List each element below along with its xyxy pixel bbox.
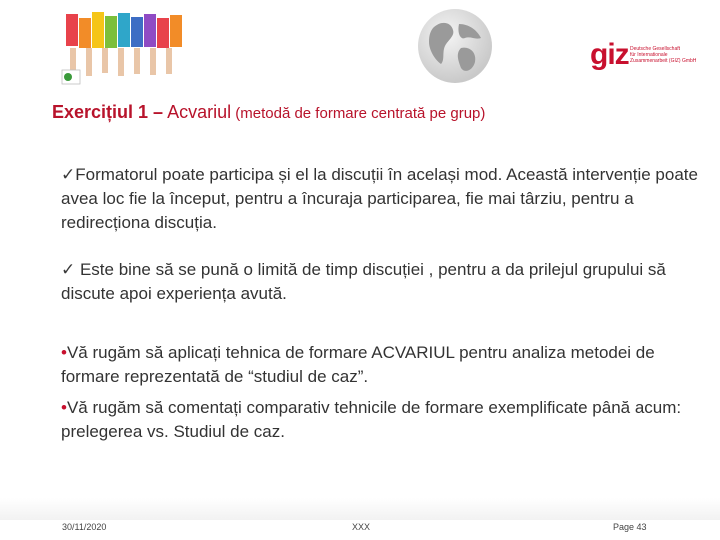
bullet-item-1-text: Vă rugăm să aplicați tehnica de formare ACVARIUL pentru analiza metodei de formare reprezentată de “studiul de caz”. [61,343,655,386]
giz-line-1: Deutsche Gesellschaft [630,46,681,52]
footer-date: 30/11/2020 [62,522,107,532]
giz-organization-name [630,46,700,64]
footer-page-number: Page 43 [613,522,647,532]
title-main: Acvariul [163,102,232,122]
slide-title [52,102,692,123]
globe-icon [415,6,495,86]
exercise-logo [60,8,192,86]
bullet-item-2 [61,396,701,444]
giz-logo [590,38,700,76]
footer-band [0,498,720,520]
giz-line-3: Zusammenarbeit (GIZ) GmbH [630,58,697,64]
paragraph-2 [61,258,701,306]
paragraph-2-text: Este bine să se pună o limită de timp discuției , pentru a da prilejul grupului să discute apoi experiența avută. [61,260,666,303]
bullet-item-1 [61,341,701,389]
giz-wordmark: giz [590,38,629,71]
giz-line-2: für Internationale [630,52,668,58]
bullet-item-2-text: Vă rugăm să comentați comparativ tehnicile de formare exemplificate până acum: prelegerea vs. Studiul de caz. [61,398,682,441]
paragraph-1 [61,163,701,235]
footer-placeholder: XXX [352,522,371,532]
check-icon: ✓ [61,260,76,279]
paragraph-1-text: Formatorul poate participa și el la discuții în același mod. Această intervenție poate avea loc fie la început, pentru a încuraja participarea, fie mai târziu, pentru a redirecționa discuția. [61,165,698,232]
slide-header [0,0,720,95]
check-icon: ✓ [61,165,76,184]
bullet-icon: • [61,398,67,417]
bullet-icon: • [61,343,67,362]
title-subtitle: (metodă de formare centrată pe grup) [231,105,486,122]
title-exercise-number: Exercițiul 1 – [52,102,164,122]
